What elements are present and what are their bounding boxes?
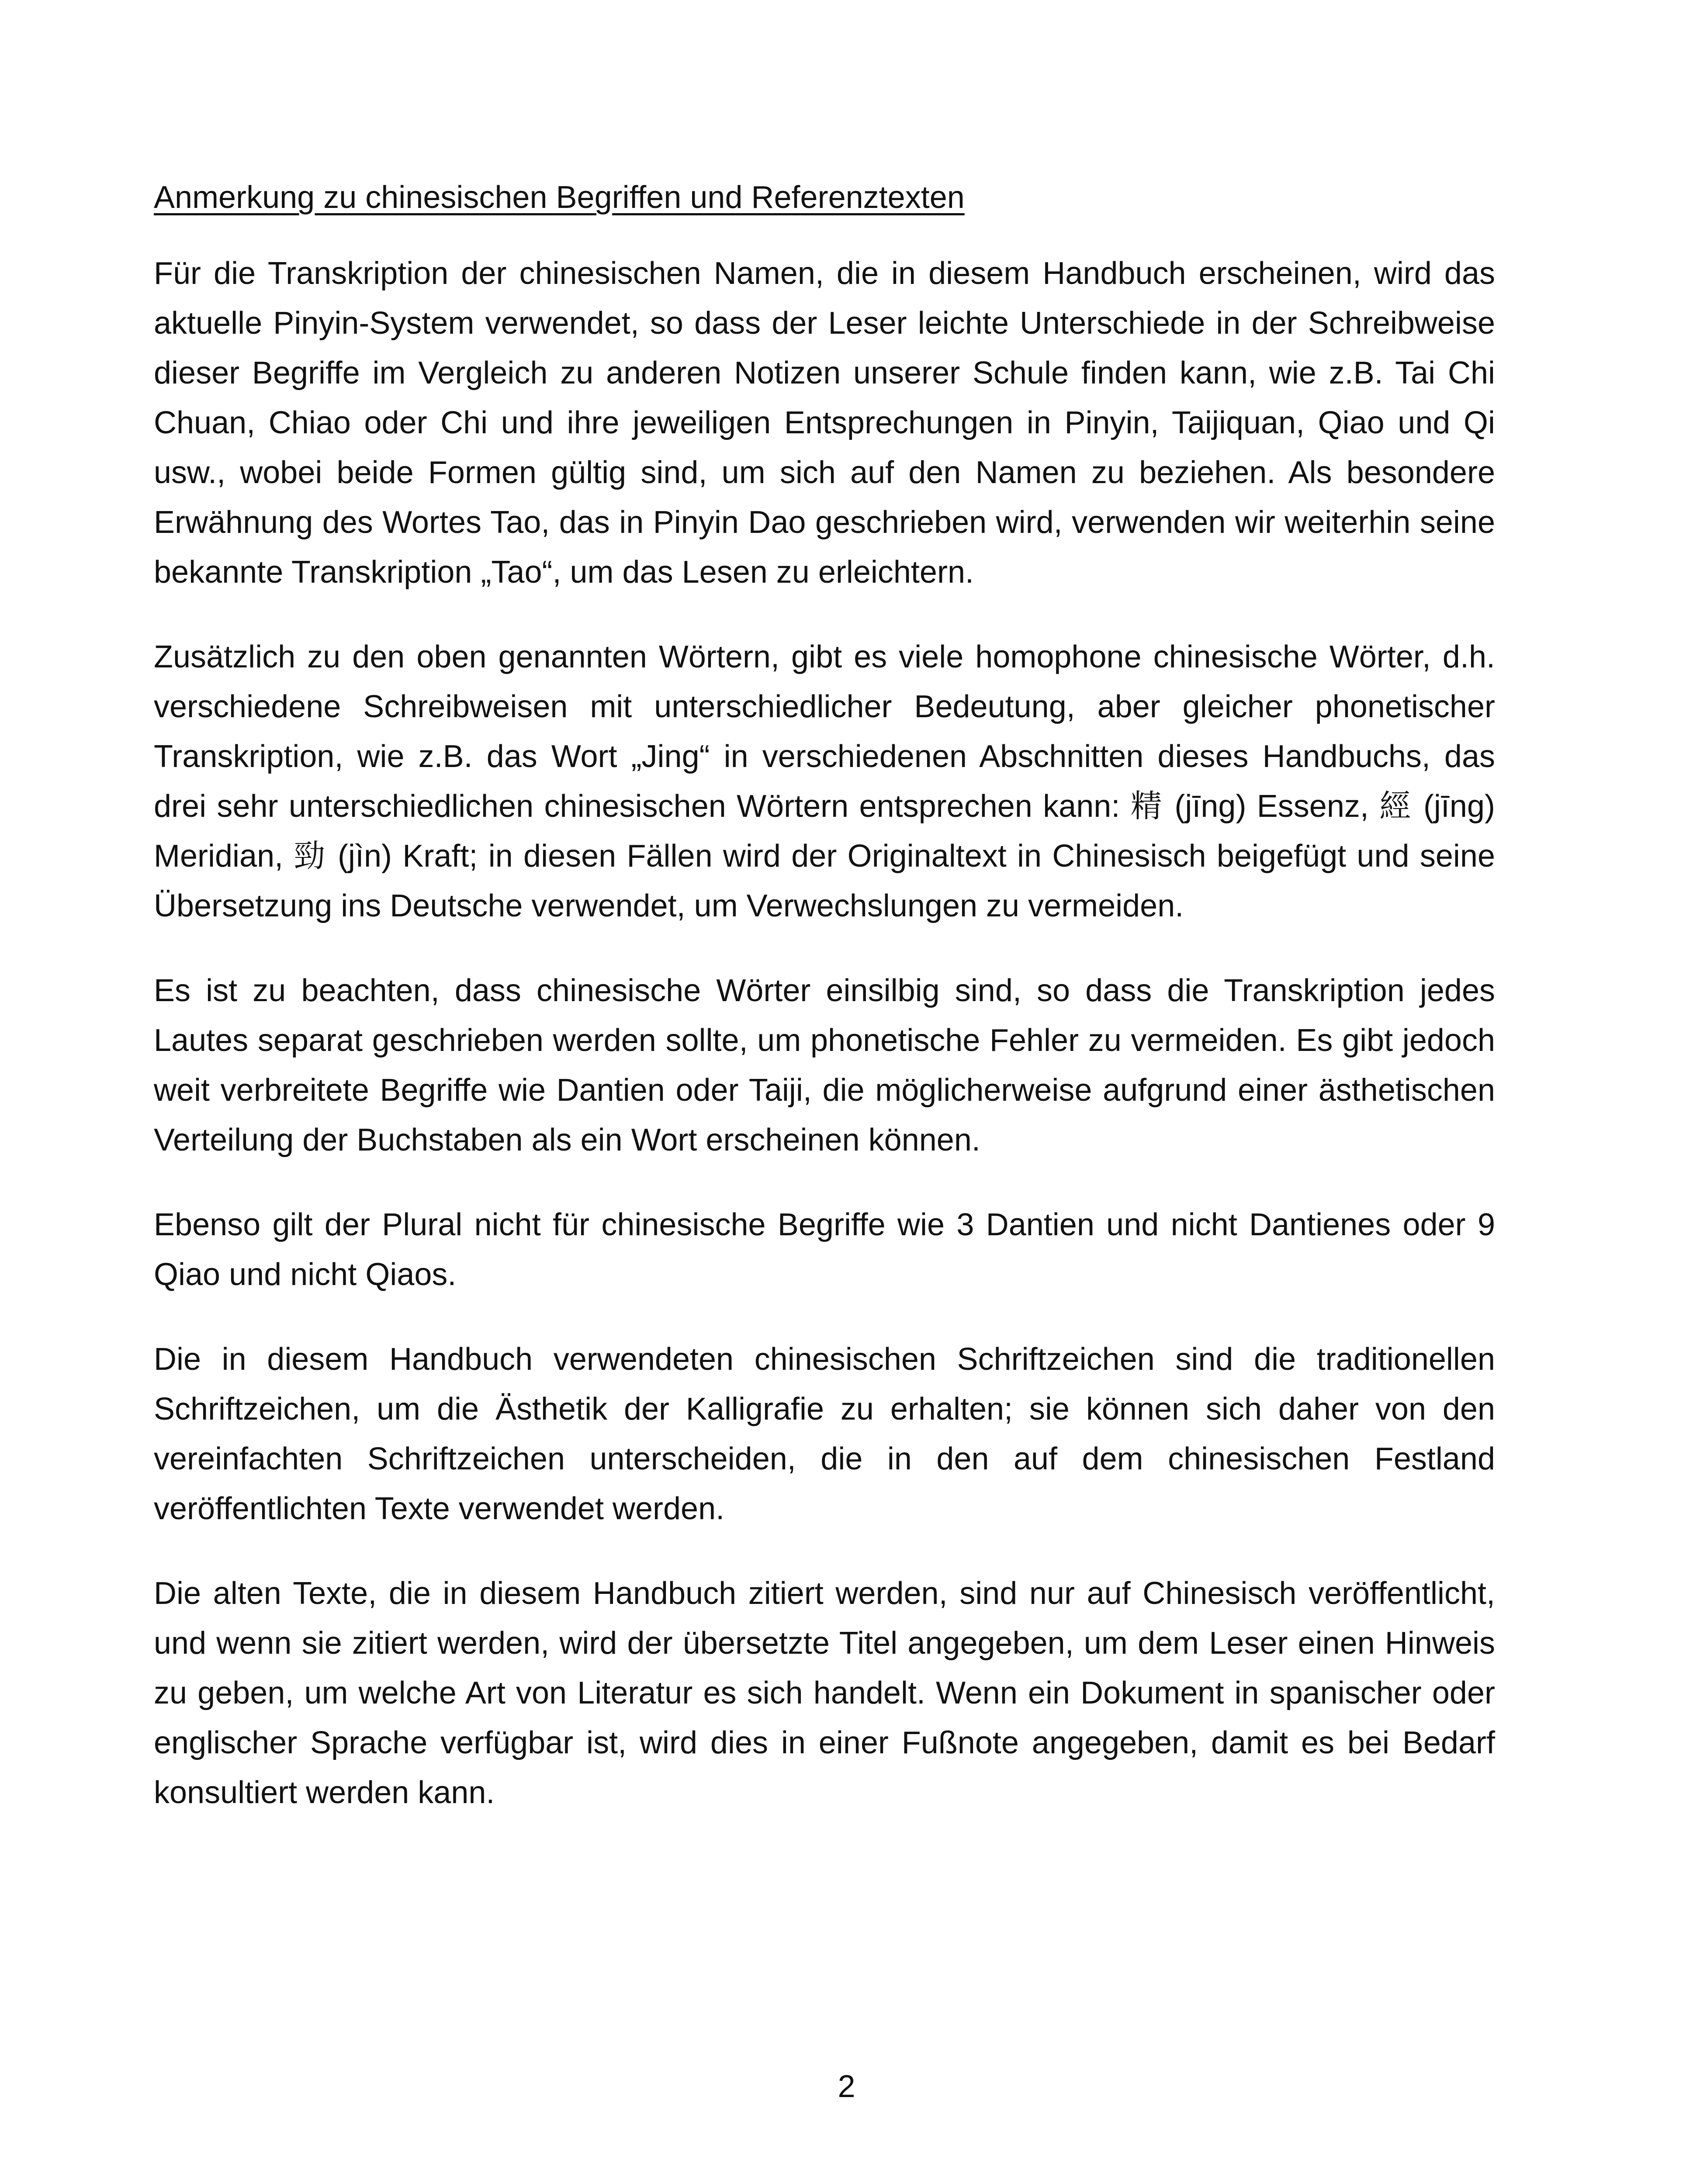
paragraph-ancient-texts: Die alten Texte, die in diesem Handbuch zitiert werden, sind nur auf Chinesisch veröffentlicht, und wenn sie zitiert werden, wird der übersetzte Titel angegeben, um dem Leser einen Hinweis zu geben, um welche Art von Literatur es sich handelt. Wenn ein Dokument in spanischer oder englischer Sprache verfügbar ist, wird dies in einer Fußnote angegeben, damit es bei Bedarf konsultiert werden kann.: [154, 1576, 1495, 1810]
paragraph-transcription: Für die Transkription der chinesischen Namen, die in diesem Handbuch erscheinen, wird das aktuelle Pinyin-System verwendet, so dass der Leser leichte Unterschiede in der Schreibweise dieser Begriffe im Vergleich zu anderen Notizen unserer Schule finden kann, wie z.B. Tai Chi Chuan, Chiao oder Chi und ihre jeweiligen Entsprechungen in Pinyin, Taijiquan, Qiao und Qi usw., wobei beide Formen gültig sind, um sich auf den Namen zu beziehen. Als besondere Erwähnung des Wortes Tao, das in Pinyin Dao geschrieben wird, verwenden wir weiterhin seine bekannte Transkription „Tao“, um das Lesen zu erleichtern.: [154, 256, 1495, 590]
paragraph-homophones: Zusätzlich zu den oben genannten Wörtern, gibt es viele homophone chinesische Wörter, d.h. verschiedene Schreibweisen mit unterschiedlicher Bedeutung, aber gleicher phonetischer Transkription, wie z.B. das Wort „Jing“ in verschiedenen Abschnitten dieses Handbuchs, das drei sehr unterschiedlichen chinesischen Wörtern entsprechen kann: 精 (jīng) Essenz, 經 (jīng) Meridian, 勁 (jìn) Kraft; in diesen Fällen wird der Originaltext in Chinesisch beigefügt und seine Übersetzung ins Deutsche verwendet, um Verwechslungen zu vermeiden.: [154, 639, 1495, 923]
paragraph-monosyllabic: Es ist zu beachten, dass chinesische Wörter einsilbig sind, so dass die Transkription jedes Lautes separat geschrieben werden sollte, um phonetische Fehler zu vermeiden. Es gibt jedoch weit verbreitete Begriffe wie Dantien oder Taiji, die möglicherweise aufgrund einer ästhetischen Verteilung der Buchstaben als ein Wort erscheinen können.: [154, 973, 1495, 1158]
section-heading: Anmerkung zu chinesischen Begriffen und Referenztexten: [154, 180, 965, 215]
paragraph-plural: Ebenso gilt der Plural nicht für chinesische Begriffe wie 3 Dantien und nicht Dantienes oder 9 Qiao und nicht Qiaos.: [154, 1207, 1495, 1292]
document-body: [154, 173, 1495, 1852]
paragraph-traditional-characters: Die in diesem Handbuch verwendeten chinesischen Schriftzeichen sind die traditionellen Schriftzeichen, um die Ästhetik der Kalligrafie zu erhalten; sie können sich daher von den vereinfachten Schriftzeichen unterscheiden, die in den auf dem chinesischen Festland veröffentlichten Texte verwendet werden.: [154, 1342, 1495, 1526]
page-number: 2: [838, 2069, 855, 2104]
